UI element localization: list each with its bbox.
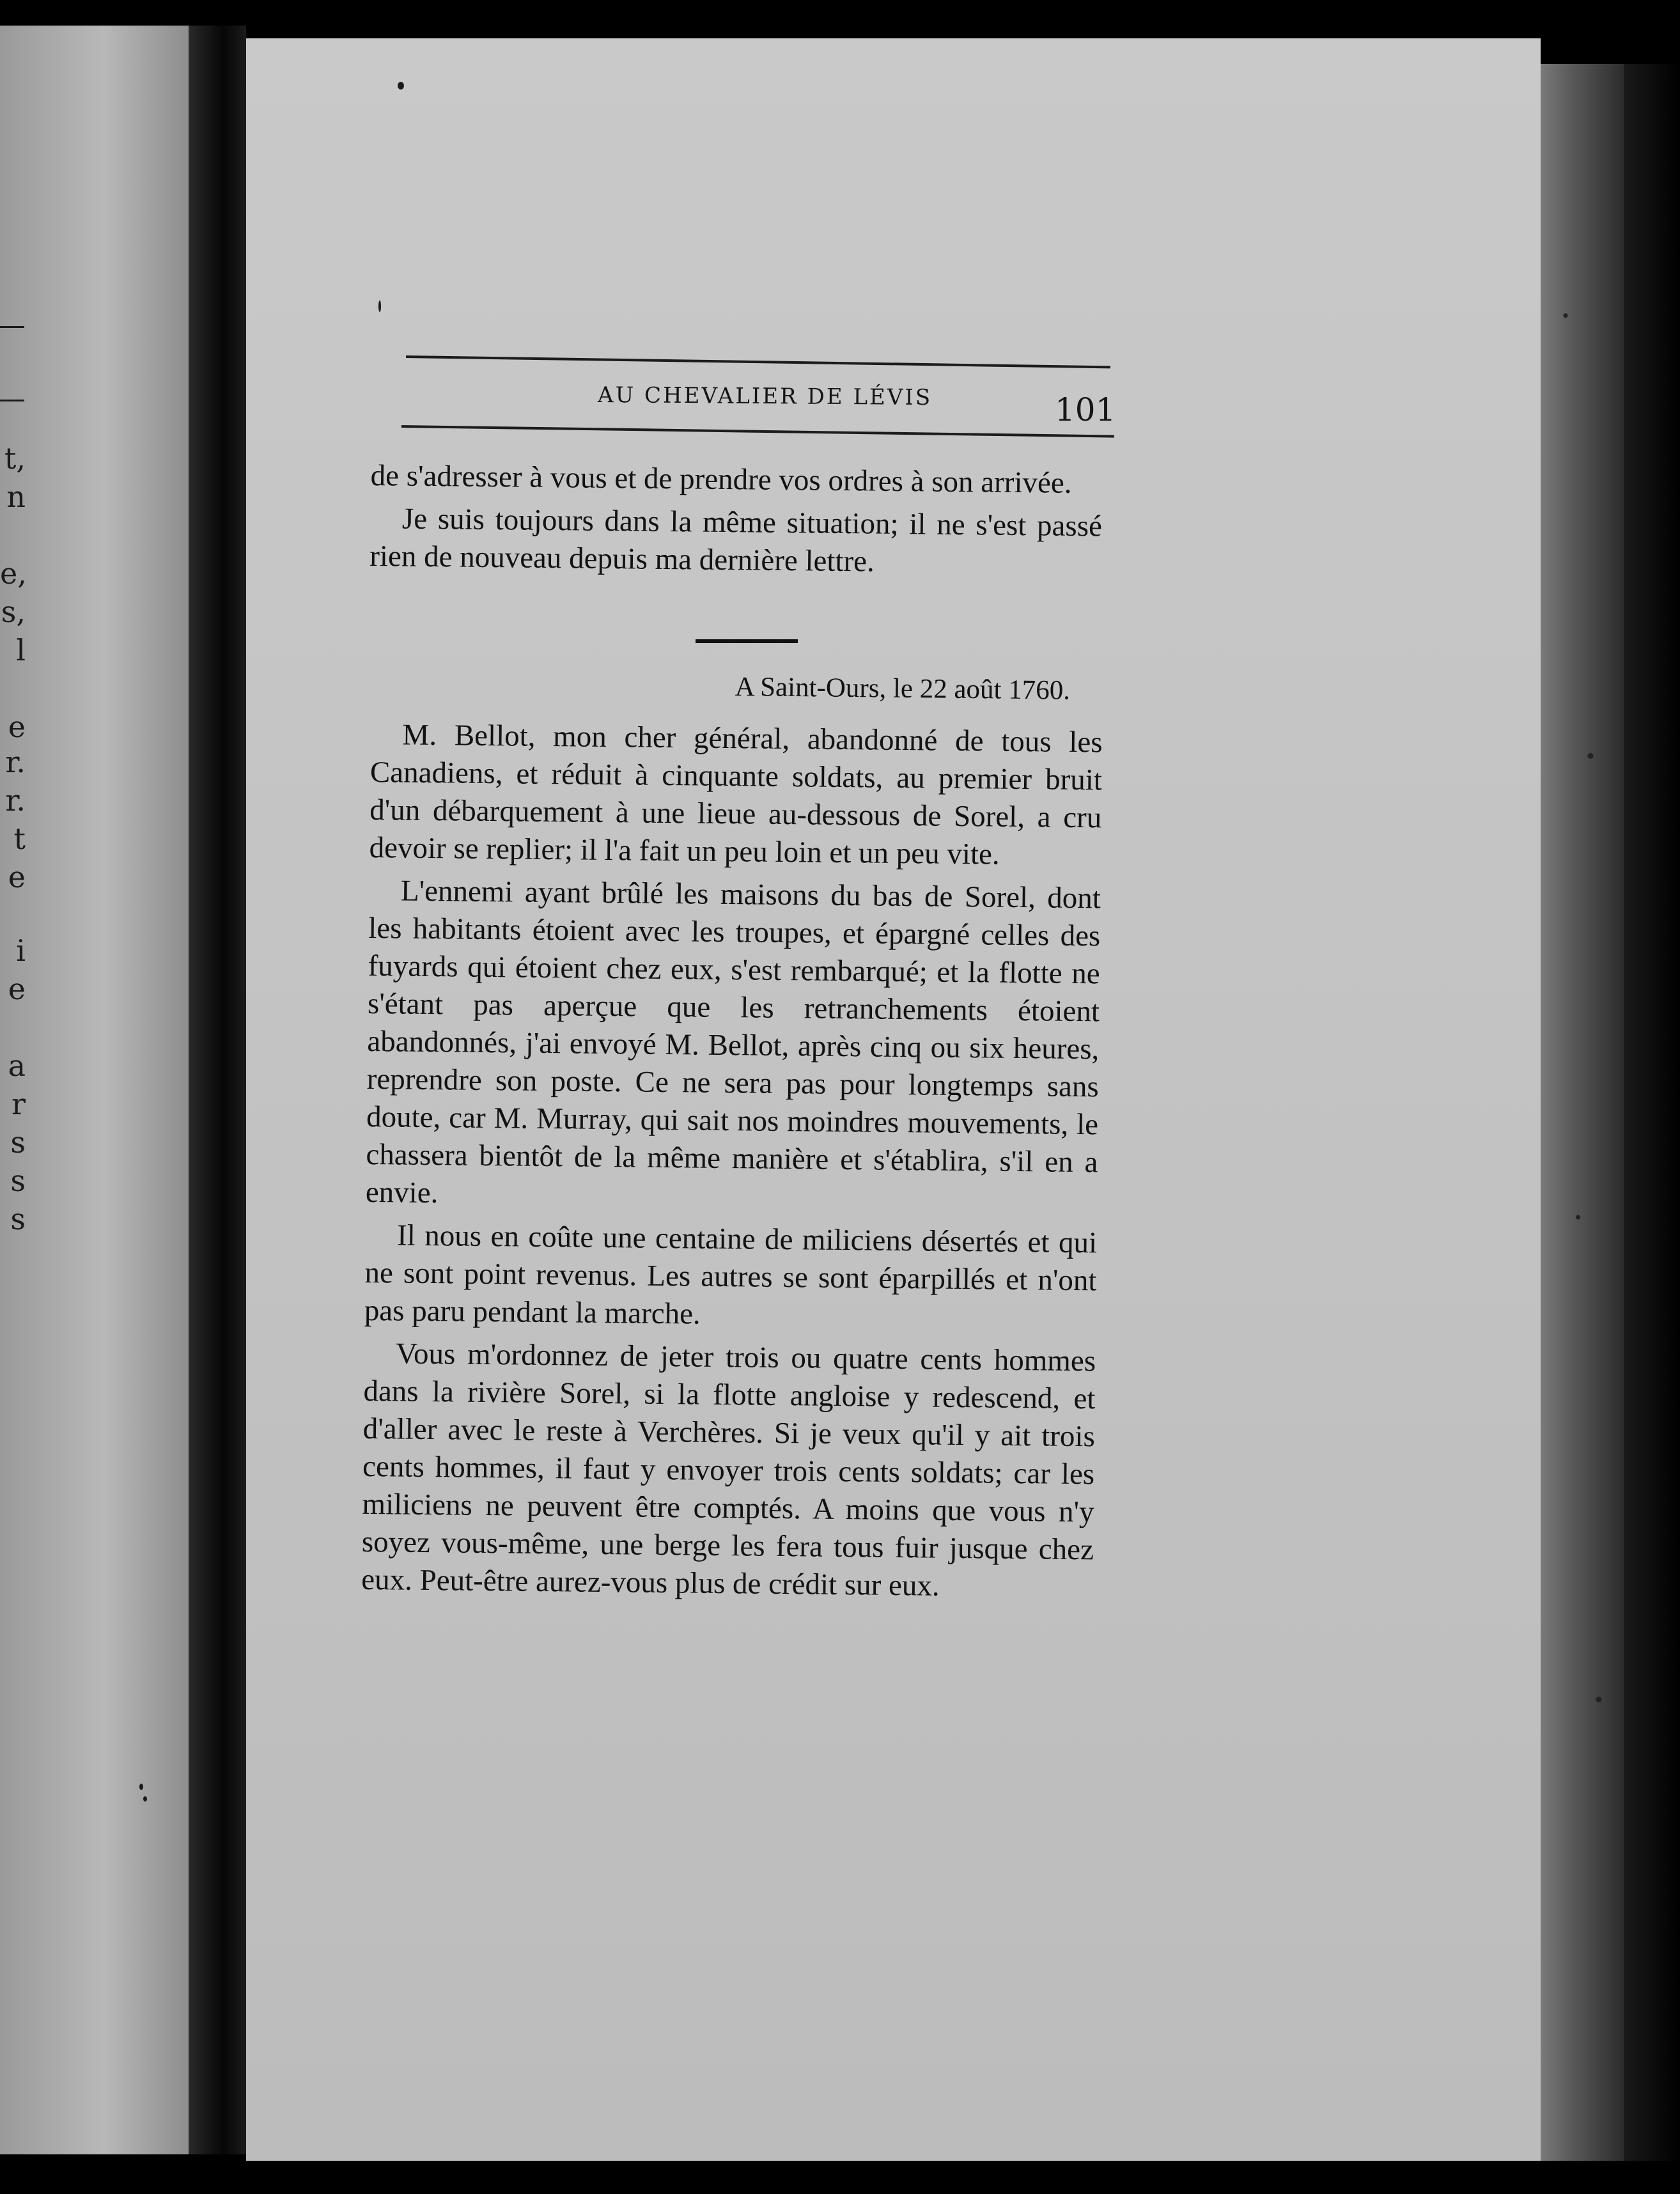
paragraph: Je suis toujours dans la même situation; il ne s'est passé rien de nouveau depuis ma dernière lettre. xyxy=(369,502,1103,579)
left-page-fragment: n xyxy=(6,479,26,514)
letter-dateline: A Saint-Ours, le 22 août 1760. xyxy=(735,672,1071,706)
page-number: 101 xyxy=(1055,391,1116,428)
left-page-fragment: s xyxy=(10,1125,26,1160)
left-page-fragment: s, xyxy=(1,595,26,629)
left-facing-page xyxy=(0,26,189,2154)
left-page-fragment: i xyxy=(16,933,26,968)
scan-speck xyxy=(378,300,381,312)
body-text-letter xyxy=(361,711,1103,1607)
paragraph: L'ennemi ayant brûlé les maisons du bas de Sorel, dont les habitants étoient avec les troupes, et épargné celles des fuyards qui étoient chez eux, s'est rembarqué; et la flotte ne s'étant pas aperçue que les retranchements étoient abandonnés, j'ai envoyé M. Bellot, après cinq ou six heures, reprendre son poste. Ce ne sera pas pour longtemps sans doute, car M. Murray, qui sait nos moindres mouvements, le chassera bientôt de la même manière et s'établira, s'il en a envie. xyxy=(365,874,1101,1210)
left-page-fragment: s xyxy=(10,1202,26,1236)
left-page-fragment: t xyxy=(13,821,26,856)
paragraph: Vous m'ordonnez de jeter trois ou quatre cents hommes dans la rivière Sorel, si la flotte angloise y redescend, et d'aller avec le reste à Verchères. Si je veux qu'il y ait trois cents hommes, il faut y envoyer trois cents soldats; car les miliciens ne peuvent être comptés. A moins que vous n'y soyez vous-même, une berge les fera tous fuir jusque chez eux. Peut-être aurez-vous plus de crédit sur eux. xyxy=(361,1337,1096,1603)
paragraph: M. Bellot, mon cher général, abandonné de tous les Canadiens, et réduit à cinquante soldats, au premier bruit d'un débarquement à une lieue au-dessous de Sorel, a cru devoir se replier; il l'a fait un peu loin et un peu vite. xyxy=(369,718,1103,871)
running-head-title: AU CHEVALIER DE LÉVIS xyxy=(597,382,933,411)
body-text-top xyxy=(369,457,1103,583)
left-page-fragment: l xyxy=(16,633,26,667)
left-page-rule xyxy=(0,400,24,401)
paragraph: de s'adresser à vous et de prendre vos ordres à son arrivée. xyxy=(370,458,1072,500)
left-page-fragment: r xyxy=(12,1087,26,1121)
section-separator xyxy=(696,639,798,643)
book-gutter xyxy=(189,26,246,2154)
paragraph: Il nous en coûte une centaine de miliciens désertés et qui ne sont point revenus. Les autres se sont éparpillés et n'ont pas paru pendant la marche. xyxy=(364,1218,1098,1331)
page-edge-stack xyxy=(1541,64,1624,2161)
left-page-fragment: e xyxy=(8,972,26,1006)
left-page-fragment: a xyxy=(8,1048,26,1083)
left-page-fragment: e xyxy=(8,710,26,744)
scan-border xyxy=(1624,64,1680,2161)
left-page-fragment: s xyxy=(10,1163,26,1198)
left-page-fragment: r. xyxy=(5,783,26,818)
left-page-fragment: e, xyxy=(0,556,27,591)
left-page-fragment: e xyxy=(8,860,26,894)
left-page-fragment: t, xyxy=(4,441,26,476)
left-page-rule xyxy=(0,326,24,328)
left-page-fragment: r. xyxy=(5,745,26,779)
scan-speck xyxy=(139,1784,143,1790)
scan-speck xyxy=(398,82,404,89)
scan-speck xyxy=(143,1796,147,1801)
